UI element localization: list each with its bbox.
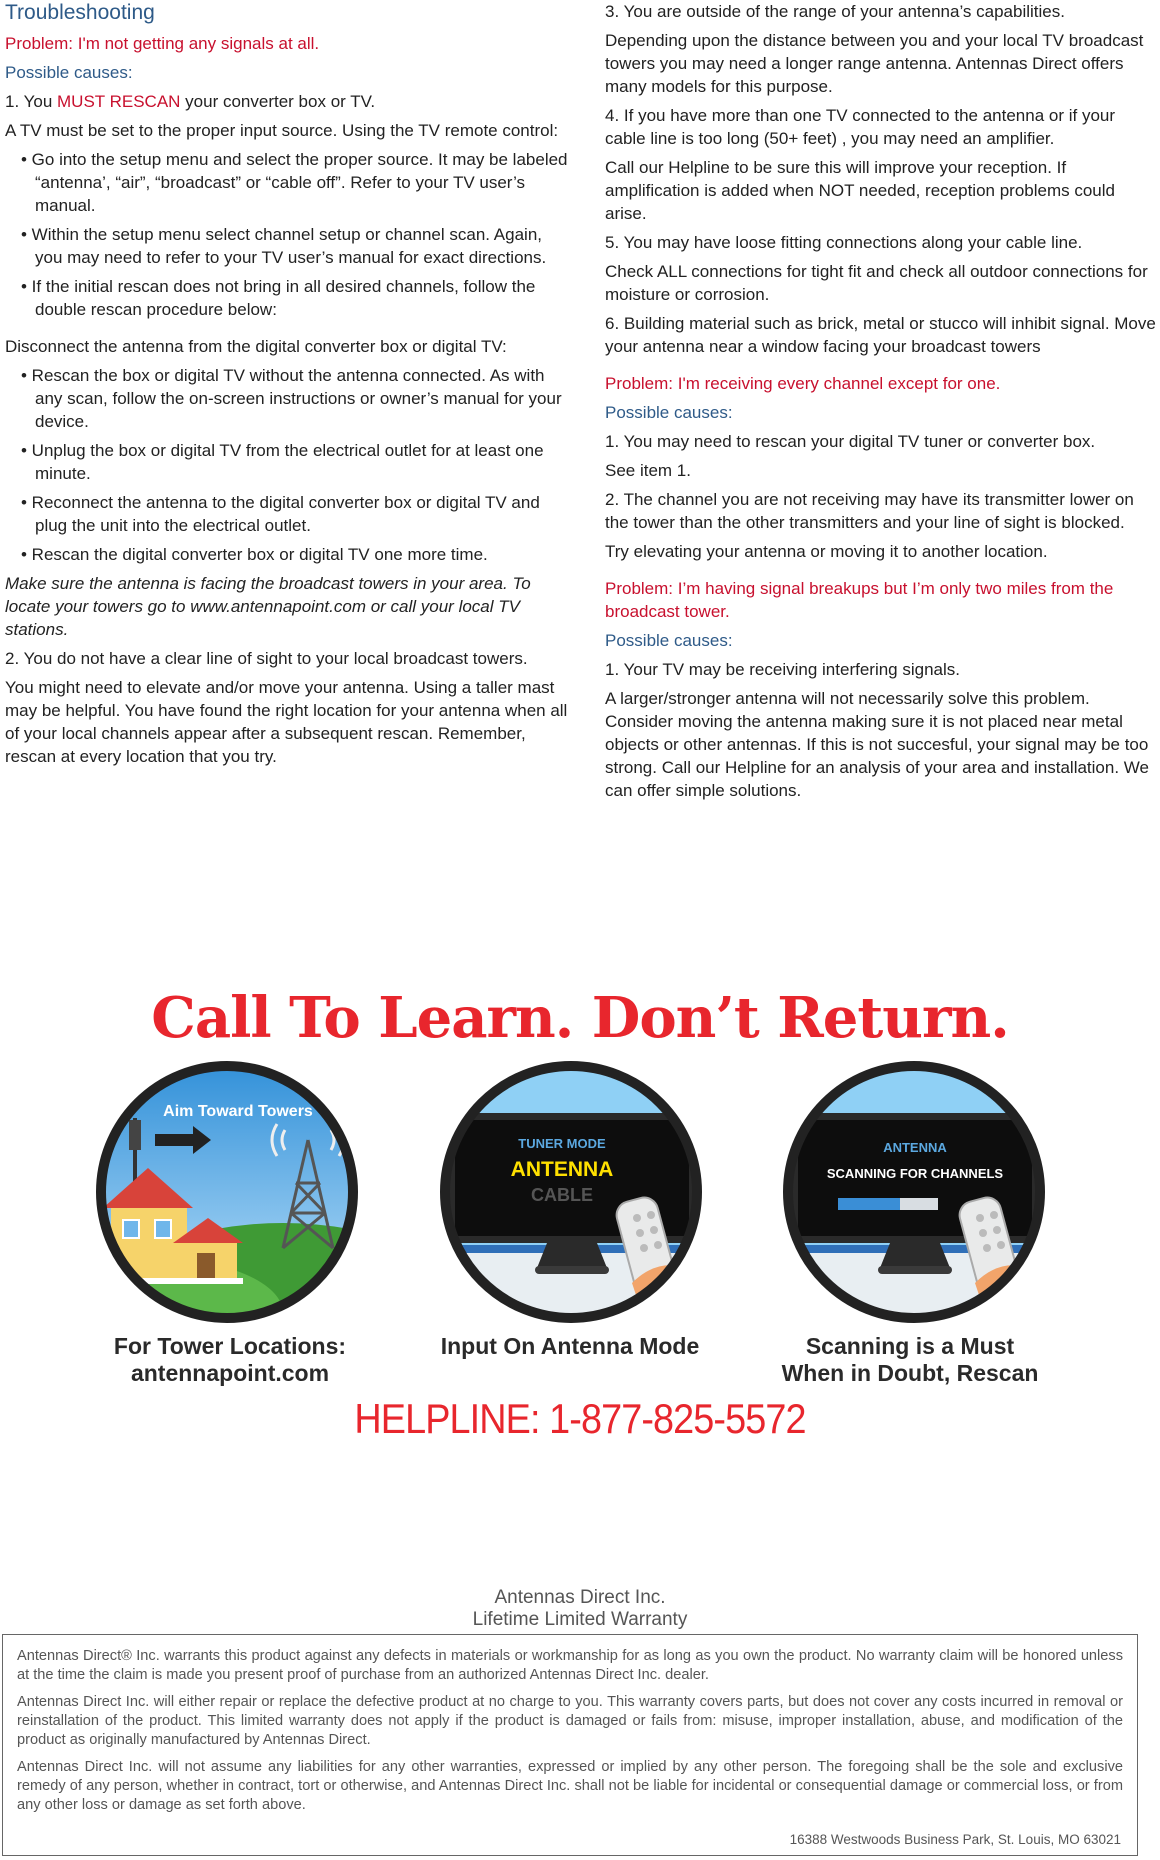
page-title: Troubleshooting xyxy=(5,1,155,24)
right-column xyxy=(605,0,1160,808)
caption-scanning xyxy=(760,1333,1060,1387)
warranty-paragraph: Antennas Direct Inc. will not assume any liabilities for any other warranties, expressed or implied by any other person. The foregoing shall be the sole and exclusive remedy of any person, whether in contract, tort or otherwise, and Antennas Direct Inc. shall not be liable for incidental or consequential damage or commercial loss, or from any other loss or damage as set forth above. xyxy=(17,1759,1123,1813)
caption-tower-locations xyxy=(80,1333,380,1387)
disconnect-text: Disconnect the antenna from the digital converter box or digital TV: xyxy=(5,337,507,356)
problem-2-item-2: 2. The channel you are not receiving may have its transmitter lower on the tower than the other transmitters and your line of sight is blocked. xyxy=(605,490,1134,532)
caption-line: Input On Antenna Mode xyxy=(440,1333,700,1359)
warranty-company: Antennas Direct Inc. xyxy=(494,1587,666,1608)
screen-antenna-label: ANTENNA xyxy=(883,1140,947,1155)
caption-input-mode xyxy=(410,1333,730,1360)
tuner-mode-label: TUNER MODE xyxy=(518,1136,606,1151)
caption-line: When in Doubt, Rescan xyxy=(781,1360,1039,1386)
possible-causes-label: Possible causes: xyxy=(5,63,133,82)
scan-progress-fill xyxy=(838,1198,900,1210)
warranty-heading: Lifetime Limited Warranty xyxy=(472,1609,688,1630)
item-4-text: Call our Helpline to be sure this will improve your reception. If amplification is added when NOT needed, reception problems could arise. xyxy=(605,158,1115,223)
warranty-box xyxy=(2,1634,1138,1856)
problem-2-item-1-text: See item 1. xyxy=(605,461,691,480)
intro-text: A TV must be set to the proper input source. Using the TV remote control: xyxy=(5,121,559,140)
item-3-text: Depending upon the distance between you and your local TV broadcast towers you may need a longer range antenna. Antennas Direct offers many models for this purpose. xyxy=(605,31,1144,96)
slogan: Call To Learn. Don’t Return. xyxy=(151,985,1009,1051)
problem-3-item-1-text: A larger/stronger antenna will not necessarily solve this problem. Consider moving the antenna making sure it is not placed near metal objects or other antennas. If this is not succesful, your signal may be too strong. Call our Helpline for an analysis of your area and installation. We can offer simple solutions. xyxy=(605,689,1149,800)
problem-heading: Problem: I'm receiving every channel except for one. xyxy=(605,374,1001,393)
item-2-text: You might need to elevate and/or move your antenna. Using a taller mast may be helpful. You have found the right location for your antenna when all of your local channels appear after a subsequent rescan. Remember, rescan at every location that you try. xyxy=(5,678,568,766)
bullet-item: • Rescan the digital converter box or digital TV one more time. xyxy=(21,545,488,564)
bullet-item: • Go into the setup menu and select the proper source. It may be labeled “antenna’, “air”, “broadcast” or “cable off”. Refer to your TV user’s manual. xyxy=(21,150,568,215)
problem-2-item-1: 1. You may need to rescan your digital TV tuner or converter box. xyxy=(605,432,1096,451)
caption-line: Scanning is a Must xyxy=(805,1333,1015,1359)
aim-toward-towers-label: Aim Toward Towers xyxy=(163,1103,313,1120)
tuner-mode-illustration xyxy=(437,1058,705,1326)
helpline-number: HELPLINE: 1-877-825-5572 xyxy=(354,1395,806,1442)
item-1 xyxy=(5,90,570,113)
bullet-item: • Rescan the box or digital TV without the antenna connected. As with any scan, follow the on-screen instructions or owner’s manual for your device. xyxy=(21,366,562,431)
must-rescan-highlight: MUST RESCAN xyxy=(57,92,181,111)
problem-3-item-1: 1. Your TV may be receiving interfering signals. xyxy=(605,660,960,679)
cable-option: CABLE xyxy=(531,1185,593,1205)
italic-note: Make sure the antenna is facing the broadcast towers in your area. To locate your towers go to www.antennapoint.com or call your local TV stations. xyxy=(5,574,531,639)
warranty-title xyxy=(0,1587,1160,1631)
caption-line: For Tower Locations: xyxy=(113,1333,347,1359)
possible-causes-label: Possible causes: xyxy=(605,403,733,422)
scanning-illustration xyxy=(780,1058,1048,1326)
possible-causes-label: Possible causes: xyxy=(605,631,733,650)
item-4: 4. If you have more than one TV connected to the antenna or if your cable line is too long (50+ feet) , you may need an amplifier. xyxy=(605,106,1116,148)
bullet-item: • Within the setup menu select channel setup or channel scan. Again, you may need to refer to your TV user’s manual for exact directions. xyxy=(21,225,547,267)
warranty-paragraph: Antennas Direct® Inc. warrants this product against any defects in materials or workmanship for as long as you own the product. No warranty claim will be honored unless at the time the claim is made you present proof of purchase from an authorized Antennas Direct Inc. dealer. xyxy=(17,1648,1123,1683)
company-address: 16388 Westwoods Business Park, St. Louis, MO 63021 xyxy=(789,1832,1121,1847)
warranty-paragraph: Antennas Direct Inc. will either repair or replace the defective product at no charge to you. This warranty covers parts, but does not cover any costs incurred in removal or reinstallation of the product. This limited warranty does not apply if the product is damaged or fails from: misuse, improper installation, abuse, and modification of the product as originally manufactured by Antennas Direct. xyxy=(17,1694,1123,1748)
item-5: 5. You may have loose fitting connections along your cable line. xyxy=(605,233,1083,252)
scanning-status: SCANNING FOR CHANNELS xyxy=(826,1166,1004,1181)
problem-heading: Problem: I'm not getting any signals at all. xyxy=(5,34,320,53)
bullet-item: • Reconnect the antenna to the digital converter box or digital TV and plug the unit into the electrical outlet. xyxy=(21,493,540,535)
item-1-prefix: 1. You xyxy=(5,92,58,111)
problem-heading: Problem: I’m having signal breakups but I’m only two miles from the broadcast tower. xyxy=(605,579,1114,621)
item-3: 3. You are outside of the range of your antenna’s capabilities. xyxy=(605,2,1065,21)
item-5-text: Check ALL connections for tight fit and check all outdoor connections for moisture or corrosion. xyxy=(605,262,1148,304)
left-column xyxy=(5,0,570,774)
bullet-item: • If the initial rescan does not bring in all desired channels, follow the double rescan procedure below: xyxy=(21,277,536,319)
item-1-suffix: your converter box or TV. xyxy=(180,92,376,111)
caption-link: antennapoint.com xyxy=(130,1360,330,1386)
problem-2-item-2-text: Try elevating your antenna or moving it to another location. xyxy=(605,542,1048,561)
antenna-option: ANTENNA xyxy=(510,1158,614,1181)
tower-illustration xyxy=(93,1058,361,1326)
item-2: 2. You do not have a clear line of sight to your local broadcast towers. xyxy=(5,649,528,668)
item-6: 6. Building material such as brick, metal or stucco will inhibit signal. Move your antenna near a window facing your broadcast towers xyxy=(605,314,1156,356)
bullet-item: • Unplug the box or digital TV from the electrical outlet for at least one minute. xyxy=(21,441,544,483)
